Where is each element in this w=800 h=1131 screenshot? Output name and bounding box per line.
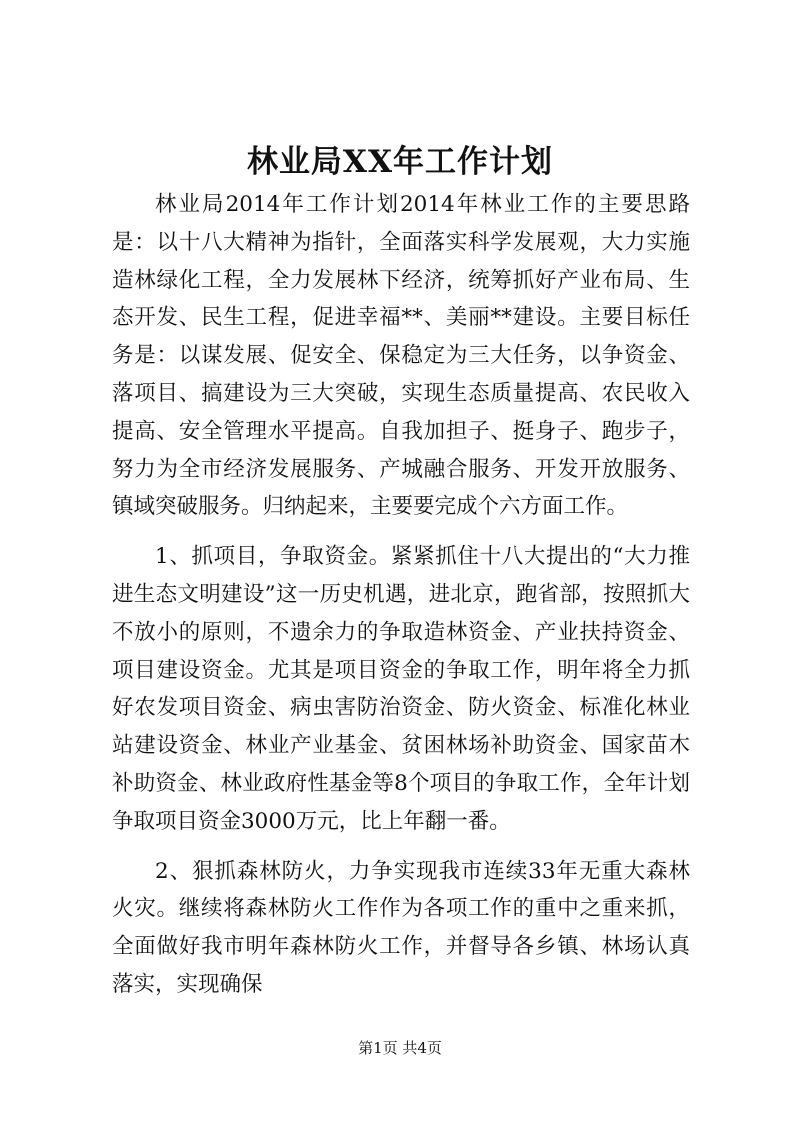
paragraph-intro: 林业局2014年工作计划2014年林业工作的主要思路是：以十八大精神为指针，全面落实科学发展观，大力实施造林绿化工程，全力发展林下经济，统筹抓好产业布局、生态开发、民生工程，促进幸福**、美丽**建设。主要目标任务是：以谋发展、促安全、保稳定为三大任务，以争资金、落项目、搞建设为三大突破，实现生态质量提高、农民收入提高、安全管理水平提高。自我加担子、挺身子、跑步子，努力为全市经济发展服务、产城融合服务、开发开放服务、镇域突破服务。归纳起来，主要要完成个六方面工作。 xyxy=(112,192,690,520)
document-body xyxy=(112,186,690,1016)
page-number-footer: 第1页 共4页 xyxy=(358,1039,442,1057)
paragraph-item-2: 2、狠抓森林防火，力争实现我市连续33年无重大森林火灾。继续将森林防火工作作为各项工作的重中之重来抓，全面做好我市明年森林防火工作，并督导各乡镇、林场认真落实，实现确保 xyxy=(112,858,690,997)
document-title: 林业局XX年工作计划 xyxy=(246,144,554,180)
paragraph-item-1: 1、抓项目，争取资金。紧紧抓住十八大提出的“大力推进生态文明建设”这一历史机遇，进北京，跑省部，按照抓大不放小的原则，不遗余力的争取造林资金、产业扶持资金、项目建设资金。尤其是项目资金的争取工作，明年将全力抓好农发项目资金、病虫害防治资金、防火资金、标准化林业站建设资金、林业产业基金、贫困林场补助资金、国家苗木补助资金、林业政府性基金等8个项目的争取工作，全年计划争取项目资金3000万元，比上年翻一番。 xyxy=(112,544,690,834)
